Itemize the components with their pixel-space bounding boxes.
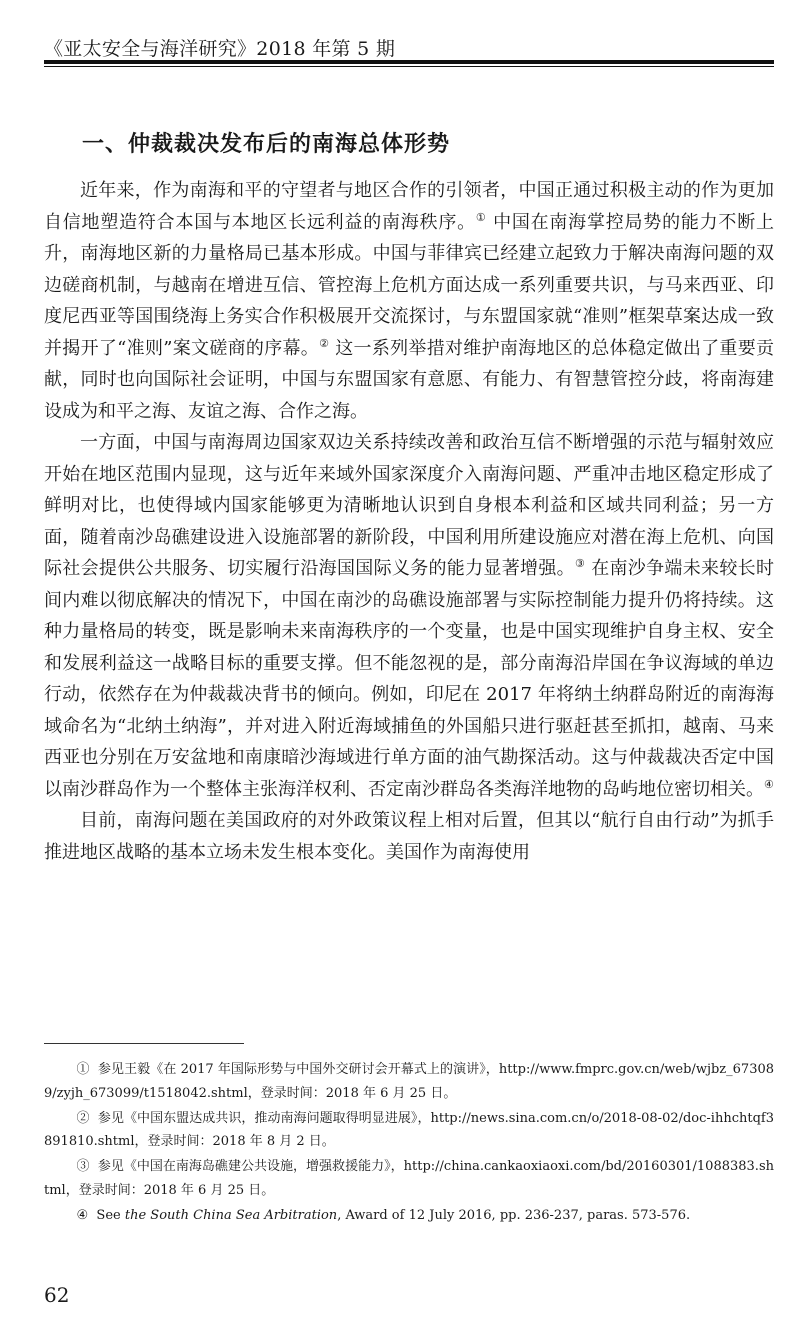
paragraph-2 [44,427,774,805]
footnote-ref[interactable]: ④ [764,777,774,791]
footnote [44,1155,774,1202]
footnote-text: , Award of 12 July 2016, pp. 236-237, paras. 573-576. [337,1207,691,1223]
footnote-separator [44,1043,244,1044]
footnote-text: 参见《中国在南海岛礁建公共设施，增强救援能力》，http://china.cankaoxiaoxi.com/bd/20160301/1088383.shtml，登录时间：2018 年 6 月 25 日。 [44,1159,774,1198]
paragraph-text: 这一系列举措对维护南海地区的总体稳定做出了重要贡献，同时也向国际社会证明，中国与东盟国家有意愿、有能力、有智慧管控分歧，将南海建设成为和平之海、友谊之海、合作之海。 [44,337,774,422]
footnote-ref[interactable]: ③ [574,557,586,570]
footnote-text: 参见《中国东盟达成共识，推动南海问题取得明显进展》，http://news.sina.com.cn/o/2018-08-02/doc-ihhchtqf3891810.shtml，登录时间：2018 年 8 月 2 日。 [44,1110,774,1149]
footnote-ref[interactable]: ② [319,336,330,350]
footnote-mark: ② [76,1110,90,1126]
footnote-mark: ③ [76,1159,90,1174]
paragraph-text: 在南沙争端未来较长时间内难以彻底解决的情况下，中国在南沙的岛礁设施部署与实际控制能力提升仍将持续。这种力量格局的转变，既是影响未来南海秩序的一个变量，也是中国实现维护自身主权、安全和发展利益这一战略目标的重要支撑。但不能忽视的是，部分南海沿岸国在争议海域的单边行动，依然存在为仲裁裁决背书的倾向。例如，印尼在 2017 年将纳土纳群岛附近的南海海域命名为“北纳土纳海”，并对进入附近海域捕鱼的外国船只进行驱赶甚至抓扣，越南、马来西亚也分别在万安盆地和南康暗沙海域进行单方面的油气勘探活动。这与仲裁裁决否定中国以南沙群岛作为一个整体主张海洋权利、否定南沙群岛各类海洋地物的岛屿地位密切相关。 [44,558,774,800]
body-text [44,175,774,868]
page-number: 62 [44,1283,70,1307]
paragraph-text: 目前，南海问题在美国政府的对外政策议程上相对后置，但其以“航行自由行动”为抓手推进地区战略的基本立场未发生根本变化。美国作为南海使用 [44,810,774,863]
footnote-ref[interactable]: ① [475,210,487,224]
paragraph-3 [44,805,774,868]
running-header: 《亚太安全与海洋研究》2018 年第 5 期 [44,38,396,60]
footnote [44,1204,774,1228]
footnote [44,1107,774,1154]
header-rule [44,60,774,64]
footnote-text: See [96,1207,125,1223]
section-title: 一、仲裁裁决发布后的南海总体形势 [82,132,451,157]
footnote [44,1058,774,1105]
paragraph-text: 一方面，中国与南海周边国家双边关系持续改善和政治互信不断增强的示范与辐射效应开始在地区范围内显现，这与近年来域外国家深度介入南海问题、严重冲击地区稳定形成了鲜明对比，也使得域内国家能够更为清晰地认识到自身根本利益和区域共同利益；另一方面，随着南沙岛礁建设进入设施部署的新阶段，中国利用所建设施应对潜在海上危机、向国际社会提供公共服务、切实履行沿海国国际义务的能力显著增强。 [44,432,774,579]
header-rule-thin [44,66,774,67]
footnote-mark: ④ [76,1207,89,1223]
footnote-mark: ① [76,1062,90,1077]
paragraph-text: 近年来，作为南海和平的守望者与地区合作的引领者，中国正通过积极主动的作为更加自信地塑造符合本国与本地区长远利益的南海秩序。 [44,180,774,233]
footnote-text: 参见王毅《在 2017 年国际形势与中国外交研讨会开幕式上的演讲》，http://www.fmprc.gov.cn/web/wjbz_673089/zyjh_673099/t1518042.shtml，登录时间：2018 年 6 月 25 日。 [44,1062,775,1101]
footnotes [44,1058,774,1229]
paragraph-text: 中国在南海掌控局势的能力不断上升，南海地区新的力量格局已基本形成。中国与菲律宾已经建立起致力于解决南海问题的双边磋商机制，与越南在增进互信、管控海上危机方面达成一系列重要共识，与马来西亚、印度尼西亚等国围绕海上务实合作积极展开交流探讨，与东盟国家就“准则”框架草案达成一致并揭开了“准则”案文磋商的序幕。 [44,211,774,359]
case-title: the South China Sea Arbitration [124,1207,338,1223]
paragraph-1 [44,175,774,427]
